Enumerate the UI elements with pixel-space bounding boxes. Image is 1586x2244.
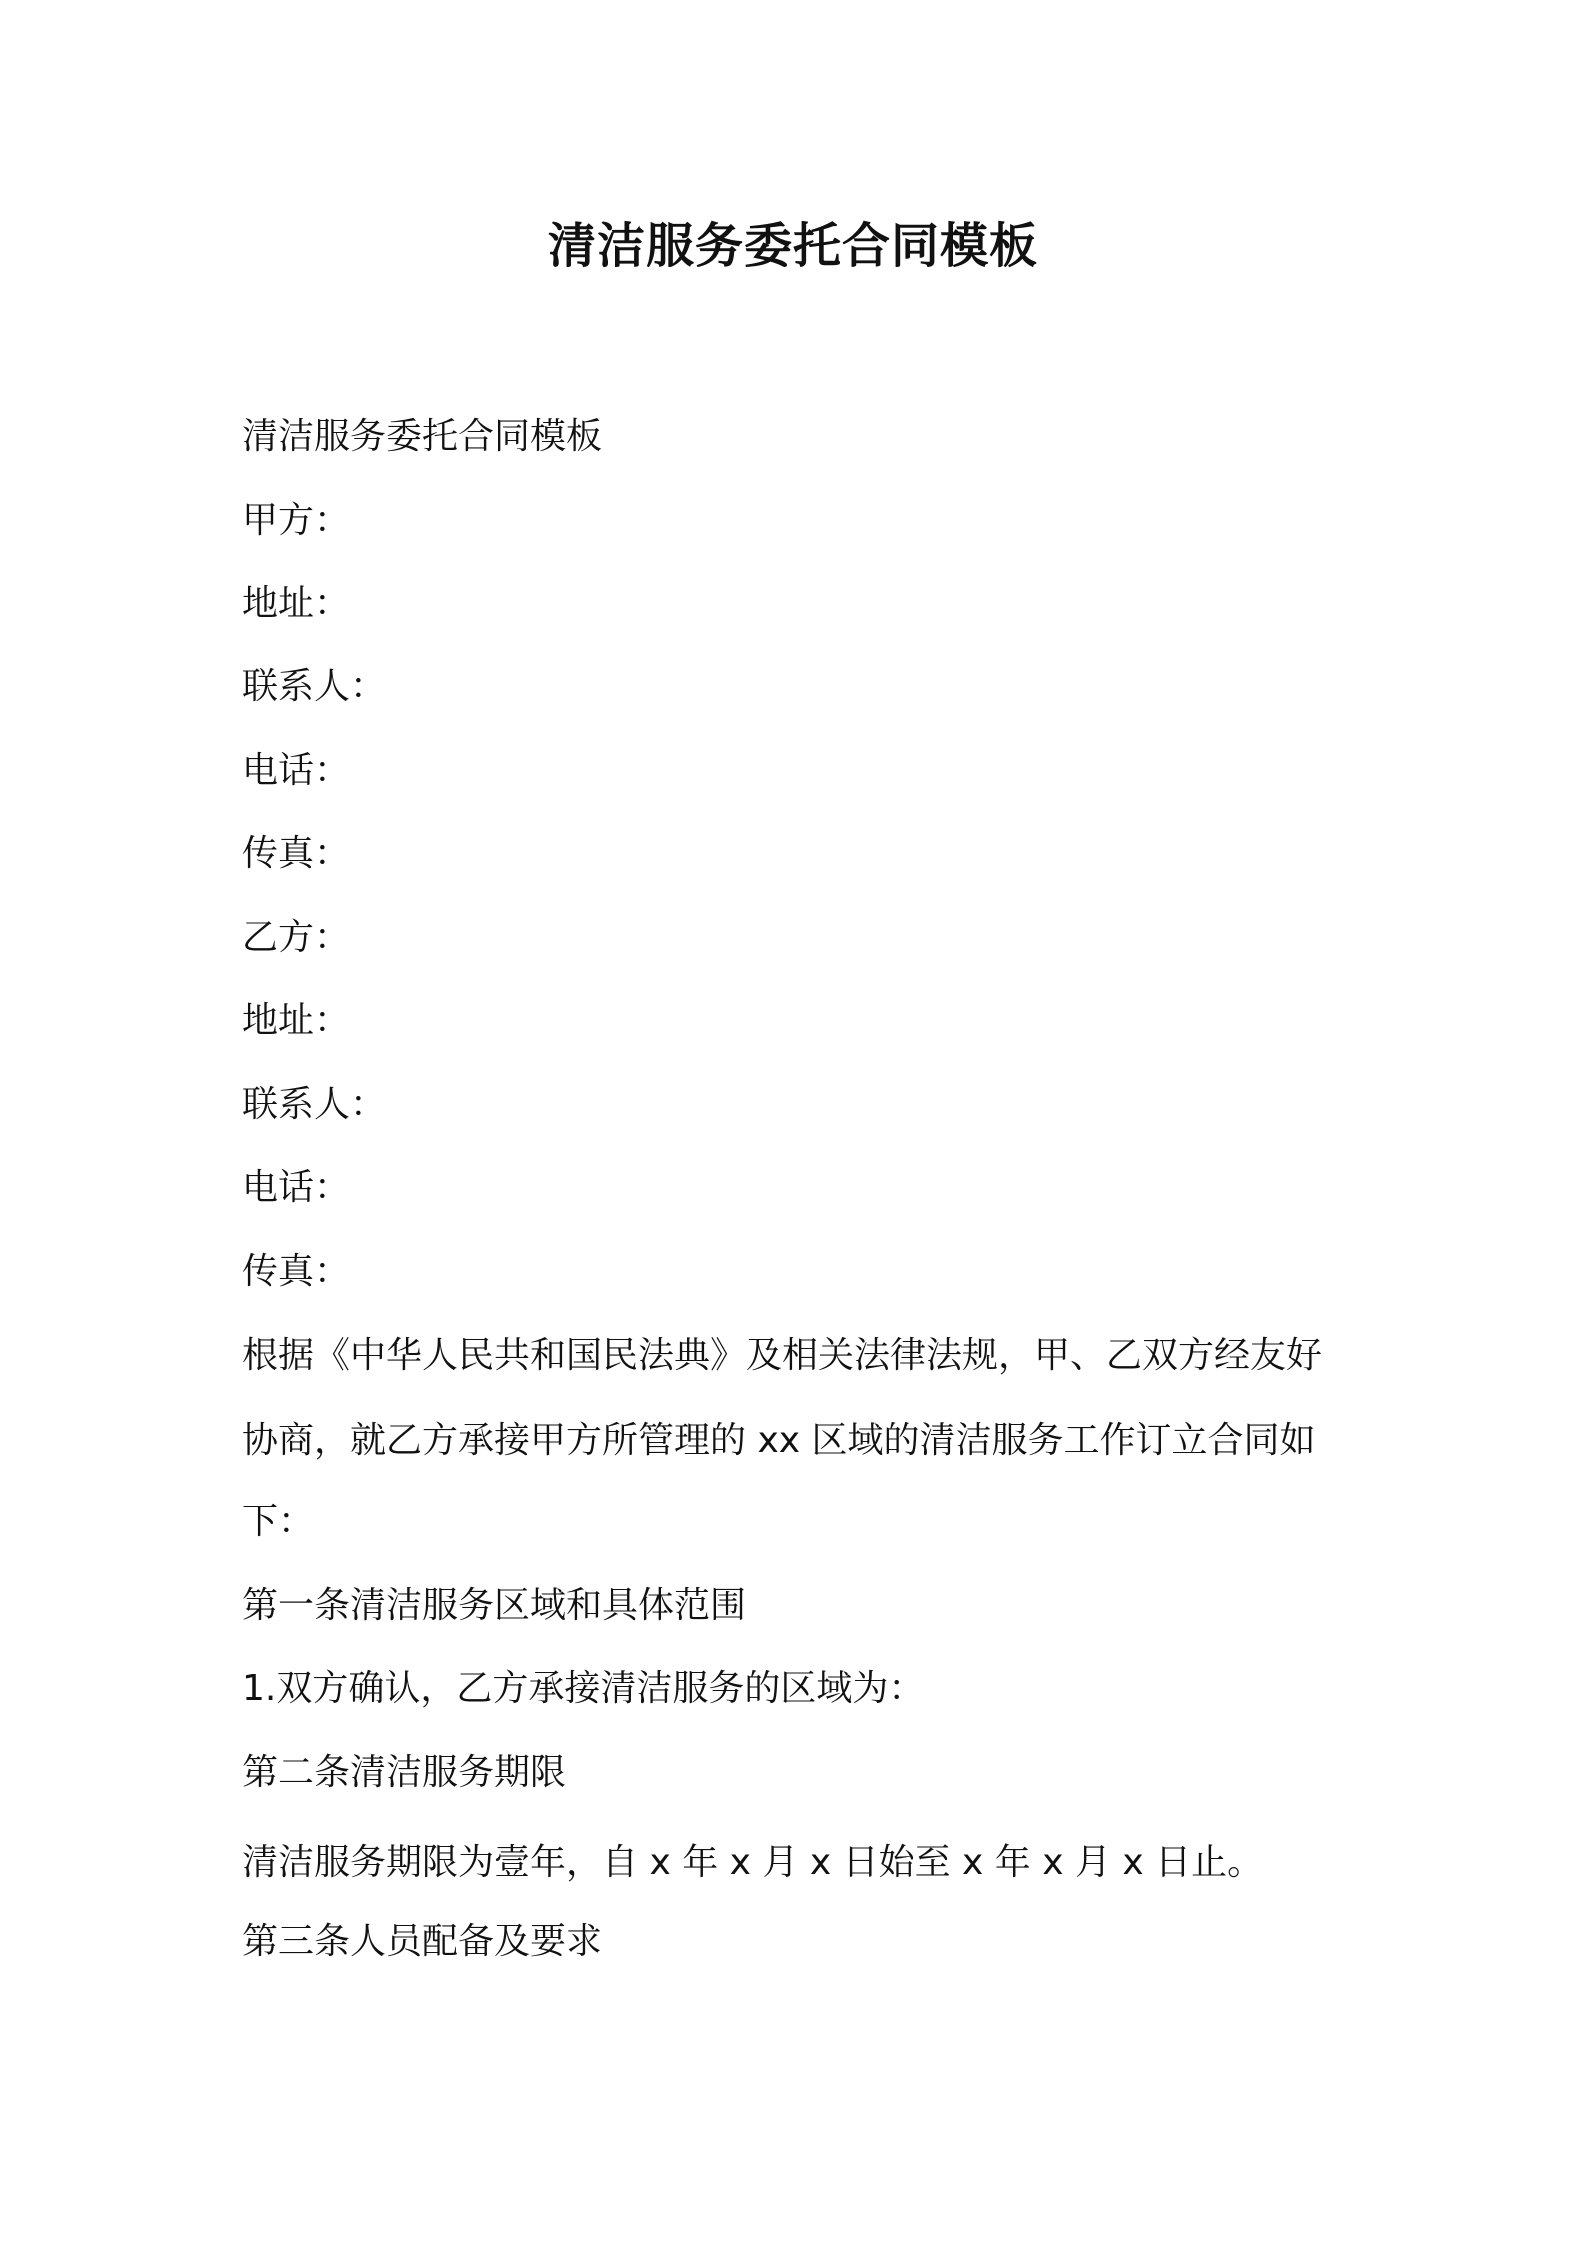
preamble-line-1: 根据《中华人民共和国民法典》及相关法律法规，甲、乙双方经友好 [242, 1335, 1323, 1376]
party-a-phone-label: 电话： [242, 750, 351, 791]
party-a-address-label: 地址： [242, 583, 351, 624]
article-1-heading: 第一条清洁服务区域和具体范围 [242, 1585, 747, 1626]
preamble-line-3: 下： [242, 1501, 315, 1542]
article-3-heading: 第三条人员配备及要求 [242, 1921, 603, 1962]
party-b-address-label: 地址： [242, 1000, 351, 1041]
party-a-contact-label: 联系人： [242, 666, 387, 707]
party-b-contact-label: 联系人： [242, 1084, 387, 1125]
preamble-line-2: 协商，就乙方承接甲方所管理的 xx 区域的清洁服务工作订立合同如 [242, 1420, 1316, 1461]
party-b-phone-label: 电话： [242, 1167, 351, 1208]
article-1-item-1: 1.双方确认，乙方承接清洁服务的区域为： [242, 1668, 925, 1709]
party-a-label: 甲方： [242, 500, 351, 541]
party-b-label: 乙方： [242, 917, 351, 958]
party-b-fax-label: 传真： [242, 1251, 351, 1292]
party-a-fax-label: 传真： [242, 833, 351, 874]
article-2-body: 清洁服务期限为壹年，自 x 年 x 月 x 日始至 x 年 x 月 x 日止。 [242, 1842, 1264, 1883]
article-2-heading: 第二条清洁服务期限 [242, 1752, 567, 1793]
document-title: 清洁服务委托合同模板 [547, 218, 1038, 274]
subtitle-line: 清洁服务委托合同模板 [242, 416, 603, 457]
